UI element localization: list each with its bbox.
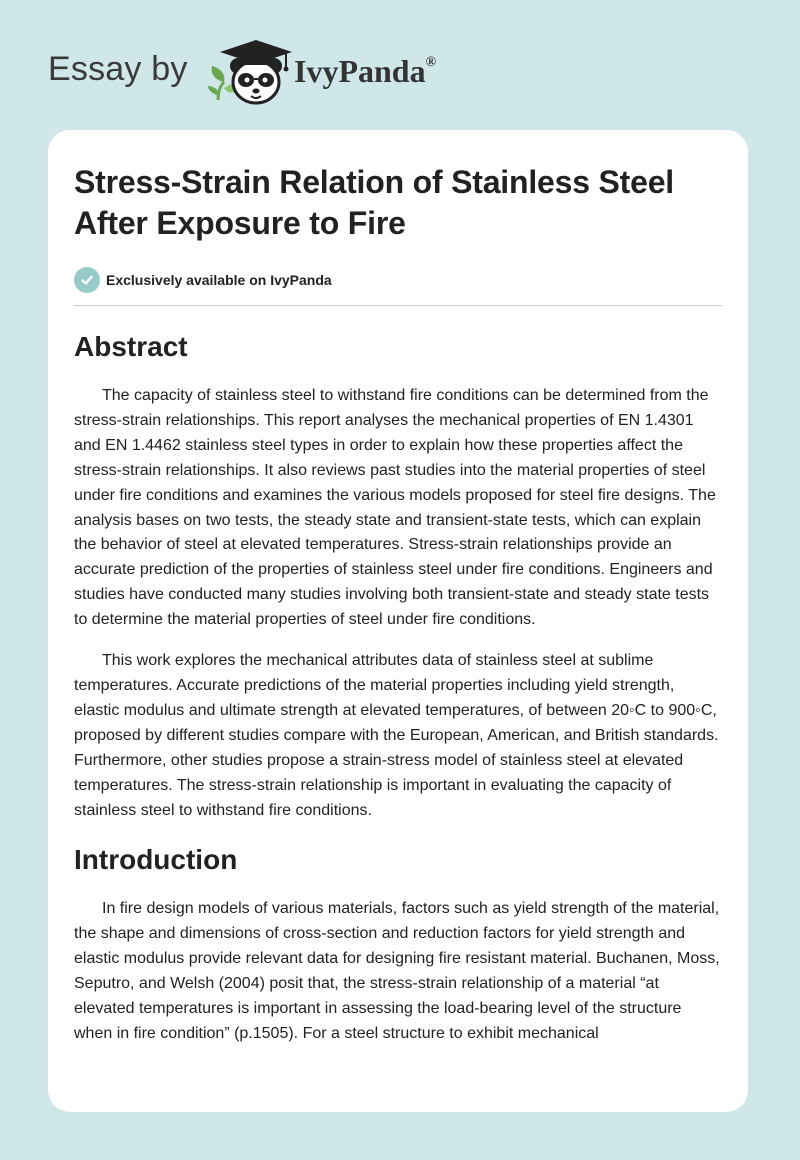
exclusive-label: Exclusively available on IvyPanda [106,272,332,288]
exclusive-badge [74,267,722,293]
introduction-paragraph-1: In fire design models of various materials, factors such as yield strength of the material, the shape and dimensions of cross-section and reduction factors for yield strength and elastic modulus provide relevant data for designing fire resistant material. Buchanen, Moss, Seputro, and Welsh (2004) posit that, the stress-strain relationship of a material “at elevated temperatures is important in assessing the load-bearing level of the structure when in fire condition” (p.1505). For a steel structure to exhibit mechanical [74,900,720,1042]
site-header [48,36,508,108]
essay-by-label: Essay by [48,50,188,88]
abstract-paragraph-1: The capacity of stainless steel to withstand fire conditions can be determined from the stress-strain relationships. This report analyses the mechanical properties of EN 1.4301 and EN 1.4462 stainless steel types in order to explain how these properties affect the stress-strain relationships. It also reviews past studies into the material properties of steel under fire conditions and examines the various models proposed for steel fire designs. The analysis bases on two tests, the steady state and transient-state tests, which can explain the behavior of steel at elevated temperatures. Stress-strain relationships provide an accurate prediction of the properties of stainless steel under fire conditions. Engineers and studies have conducted many studies involving both transient-state and steady state tests to determine the material properties of steel under fire conditions. [74,387,716,629]
abstract-paragraph-2: This work explores the mechanical attributes data of stainless steel at sublime temperatures. Accurate predictions of the material properties including yield strength, elastic modulus and ultimate strength at elevated temperatures, of between 20◦C to 900◦C, proposed by different studies compare with the European, American, and British standards. Furthermore, other studies propose a strain-stress model of stainless steel at elevated temperatures. The stress-strain relationship is important in evaluating the capacity of stainless steel to withstand fire conditions. [74,652,719,819]
section-heading-abstract: Abstract [74,331,188,362]
section-heading-introduction: Introduction [74,844,238,876]
page-title: Stress-Strain Relation of Stainless Steel After Exposure to Fire [74,164,674,241]
panda-logo-icon[interactable] [204,36,296,108]
article-card [48,130,748,1112]
divider [74,305,722,306]
brand-name[interactable]: IvyPanda® [294,53,437,89]
check-circle-icon [74,267,100,293]
registered-mark: ® [425,55,437,70]
article-content [74,162,722,1047]
